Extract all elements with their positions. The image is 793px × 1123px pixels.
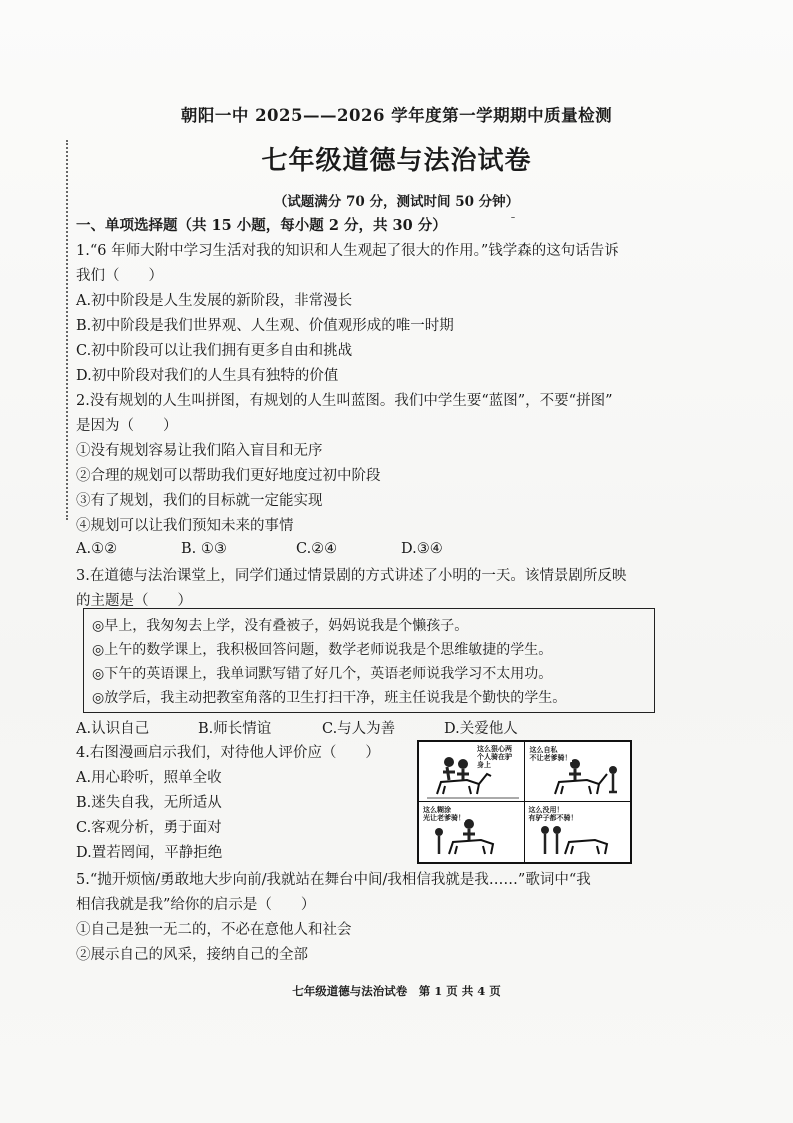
q5-stem-line1: 5.“抛开烦恼/勇敢地大步向前/我就站在舞台中间/我相信我就是我……”歌词中“我: [76, 872, 591, 888]
q1-option-b: B.初中阶段是我们世界观、人生观、价值观形成的唯一时期: [76, 318, 454, 334]
q1-option-a: A.初中阶段是人生发展的新阶段，非常漫长: [76, 293, 353, 309]
comic-panel-3: [419, 802, 525, 862]
q2-option-a: A.①②: [76, 541, 118, 557]
school-title: 朝阳一中 2025——2026 学年度第一学期期中质量检测: [180, 106, 613, 125]
q1-option-c: C.初中阶段可以让我们拥有更多自由和挑战: [76, 343, 353, 359]
q4-option-c: C.客观分析，勇于面对: [76, 820, 222, 836]
scan-mark: ˉ: [510, 215, 516, 229]
q2-item-3: ③有了规划，我们的目标就一定能实现: [76, 493, 323, 509]
section-title: 一、单项选择题（共 15 小题，每小题 2 分，共 30 分）: [76, 217, 447, 234]
q1-stem-line1: 1.“6 年师大附中学习生活对我的知识和人生观起了很大的作用。”钱学森的这句话告诉: [76, 243, 619, 259]
comic-image: [417, 740, 632, 864]
q3-option-d: D.关爱他人: [444, 721, 518, 737]
q5-stem-line2: 相信我就是我”给你的启示是（ ）: [76, 897, 316, 913]
q1-option-d: D.初中阶段对我们的人生具有独特的价值: [76, 368, 339, 384]
q2-stem-line1: 2.没有规划的人生叫拼图，有规划的人生叫蓝图。我们中学生要“蓝图”，不要“拼图”: [76, 393, 613, 409]
q5-item-2: ②展示自己的风采，接纳自己的全部: [76, 947, 308, 963]
page-footer: 七年级道德与法治试卷 第 1 页 共 4 页: [292, 984, 501, 998]
q3-option-b: B.师长情谊: [198, 721, 272, 737]
comic-bubble-3: 这么糊涂 光让老爹骑！: [423, 805, 465, 822]
q3-scene-2: ◎上午的数学课上，我积极回答问题，数学老师说我是个思维敏捷的学生。: [92, 642, 553, 658]
q2-option-c: C.②④: [296, 541, 338, 557]
q2-option-b: B. ①③: [181, 541, 227, 557]
comic-bubble-2: 这么自私 不让老爹骑！: [529, 745, 572, 762]
comic-bubble-1: 这么狠心两 个人骑在驴 身上: [477, 744, 512, 769]
comic-panel-4: [525, 802, 631, 862]
q3-option-a: A.认识自己: [76, 721, 150, 737]
q3-scene-3: ◎下午的英语课上，我单词默写错了好几个，英语老师说我学习不太用功。: [92, 666, 553, 682]
comic-panel-1: [419, 742, 525, 802]
q3-scene-4: ◎放学后，我主动把教室角落的卫生打扫干净，班主任说我是个勤快的学生。: [92, 690, 567, 706]
q5-item-1: ①自己是独一无二的，不必在意他人和社会: [76, 922, 352, 938]
q3-option-c: C.与人为善: [322, 721, 396, 737]
q4-stem: 4.右图漫画启示我们，对待他人评价应（ ）: [76, 745, 380, 761]
q1-stem-line2: 我们（ ）: [76, 268, 163, 284]
comic-panel-2: [525, 742, 631, 802]
q4-option-d: D.置若罔闻，平静拒绝: [76, 845, 223, 861]
q2-item-1: ①没有规划容易让我们陷入盲目和无序: [76, 443, 323, 459]
q2-option-d: D.③④: [401, 541, 443, 557]
q3-scene-1: ◎早上，我匆匆去上学，没有叠被子，妈妈说我是个懒孩子。: [92, 618, 469, 634]
q2-item-2: ②合理的规划可以帮助我们更好地度过初中阶段: [76, 468, 381, 484]
comic-bubble-4: 这么没用！ 有驴子都不骑！: [528, 805, 578, 822]
q2-item-4: ④规划可以让我们预知未来的事情: [76, 518, 294, 534]
q2-stem-line2: 是因为（ ）: [76, 418, 178, 434]
q4-option-a: A.用心聆听，照单全收: [76, 770, 222, 786]
exam-info: （试题满分 70 分，测试时间 50 分钟）: [273, 194, 520, 210]
q3-stem-line2: 的主题是（ ）: [76, 593, 192, 609]
q3-scene-box: [83, 608, 655, 713]
exam-title: 七年级道德与法治试卷: [261, 146, 532, 176]
q3-stem-line1: 3.在道德与法治课堂上，同学们通过情景剧的方式讲述了小明的一天。该情景剧所反映: [76, 568, 627, 584]
q4-option-b: B.迷失自我，无所适从: [76, 795, 222, 811]
